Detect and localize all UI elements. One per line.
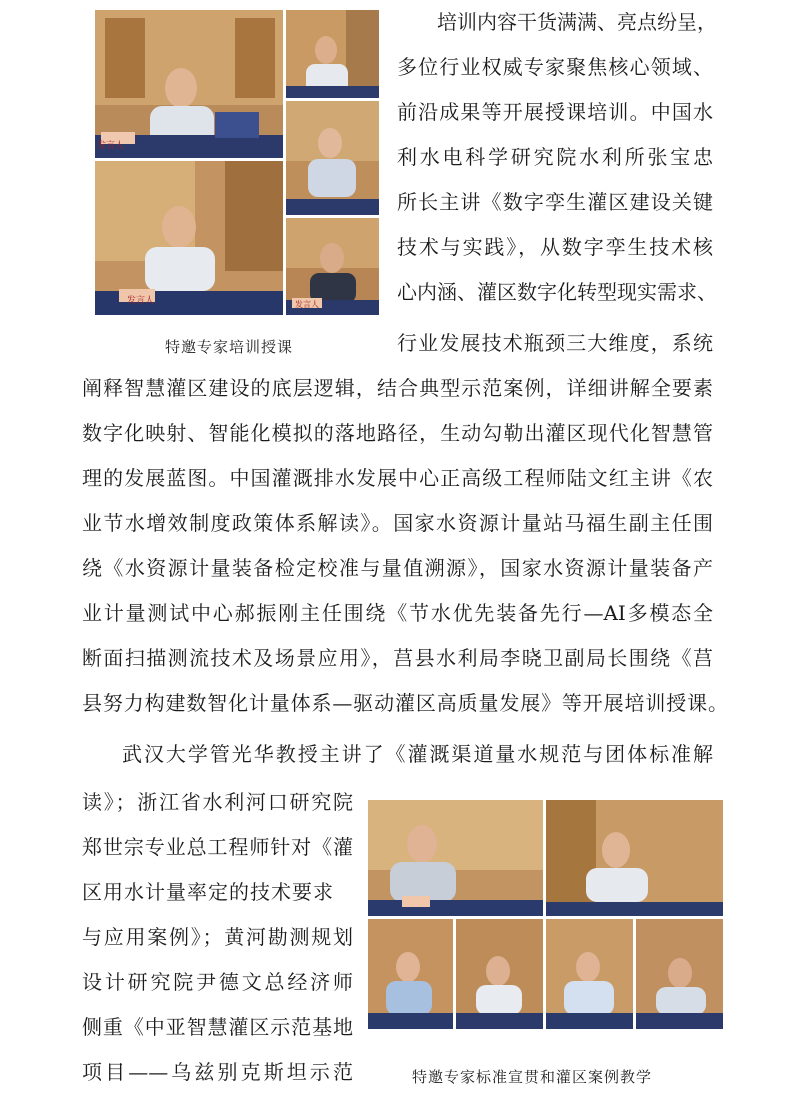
text-line: 断面扫描测流技术及场景应用》，莒县水利局李晓卫副局长围绕《莒 — [82, 646, 713, 670]
text-line: 业节水增效制度政策体系解读》。国家水资源计量站马福生副主任围 — [82, 511, 713, 535]
speaker-photo — [95, 161, 283, 315]
text-line: 心内涵、灌区数字化转型现实需求、 — [397, 280, 717, 304]
text-line: 读》；浙江省水利河口研究院 — [82, 790, 353, 814]
text-line: 业计量测试中心郝振刚主任围绕《节水优先装备先行—AI多模态全 — [82, 601, 713, 625]
speaker-photo — [368, 800, 543, 916]
text-line: 项目——乌兹别克斯坦示范 — [82, 1060, 353, 1084]
speaker-photo — [368, 919, 453, 1029]
text-line: 县努力构建数智化计量体系—驱动灌区高质量发展》等开展培训授课。 — [82, 691, 728, 715]
text-line: 利水电科学研究院水利所张宝忠 — [397, 145, 713, 169]
speaker-photo — [286, 101, 379, 215]
text-line: 理的发展蓝图。中国灌溉排水发展中心正高级工程师陆文红主讲《农 — [82, 466, 713, 490]
top-figure-caption: 特邀专家培训授课 — [165, 338, 294, 356]
text-line: 前沿成果等开展授课培训。中国水 — [397, 100, 713, 124]
text-line: 侧重《中亚智慧灌区示范基地 — [82, 1015, 353, 1039]
speaker-photo — [546, 800, 723, 916]
speaker-photo — [636, 919, 723, 1029]
text-line: 行业发展技术瓶颈三大维度，系统 — [397, 331, 713, 355]
text-line: 绕《水资源计量装备检定校准与量值溯源》，国家水资源计量装备产 — [82, 556, 713, 580]
speaker-photo — [456, 919, 543, 1029]
top-photo-collage — [95, 10, 379, 315]
text-line: 与应用案例》；黄河勘测规划 — [82, 925, 353, 949]
text-line: 多位行业权威专家聚焦核心领域、 — [397, 55, 713, 79]
text-line: 阐释智慧灌区建设的底层逻辑，结合典型示范案例，详细讲解全要素 — [82, 376, 713, 400]
text-line: 郑世宗专业总工程师针对《灌 — [82, 835, 353, 859]
text-line: 技术与实践》，从数字孪生技术核 — [397, 235, 713, 259]
text-line: 设计研究院尹德文总经济师 — [82, 970, 353, 994]
nameplate: 发言人 — [97, 141, 125, 151]
text-line: 武汉大学管光华教授主讲了《灌溉渠道量水规范与团体标准解 — [122, 742, 713, 766]
text-line: 区用水计量率定的技术要求 — [82, 880, 333, 904]
text-line: 所长主讲《数字孪生灌区建设关键 — [397, 190, 713, 214]
speaker-photo — [95, 10, 283, 158]
speaker-photo — [286, 10, 379, 98]
bottom-photo-collage — [368, 800, 723, 1048]
nameplate: 发言人 — [295, 300, 319, 309]
text-line: 培训内容干货满满、亮点纷呈， — [437, 10, 717, 34]
text-line: 数字化映射、智能化模拟的落地路径，生动勾勒出灌区现代化智慧管 — [82, 421, 713, 445]
speaker-photo — [546, 919, 633, 1029]
nameplate: 发言人 — [127, 296, 155, 306]
bottom-figure-caption: 特邀专家标准宣贯和灌区案例教学 — [412, 1068, 653, 1086]
